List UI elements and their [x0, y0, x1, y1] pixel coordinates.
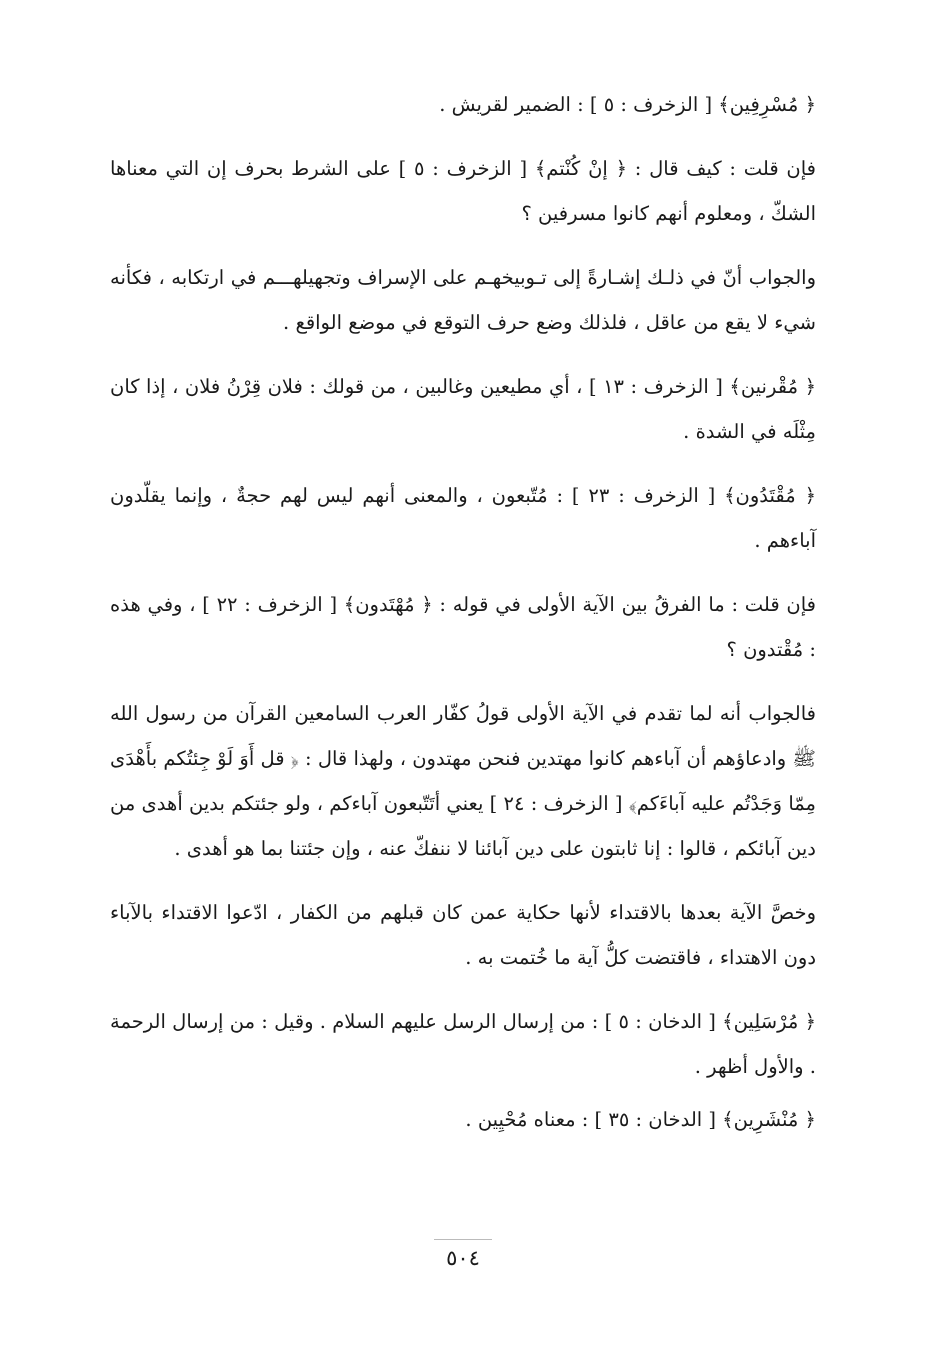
paragraph-4: ﴿ مُقْرنين﴾ [ الزخرف : ١٣ ] ، أي مطيعين وغالبين ، من قولك : فلان قِرْنُ فلان ، إذا كان مِثْلَه في الشدة .	[110, 375, 816, 443]
paragraph-8: وخصَّ الآية بعدها بالاقتداء لأنها حكاية عمن كان قبلهم من الكفار ، ادّعوا الاقتداء بالآباء دون الاهتداء ، فاقتضت كلُّ آية ما خُتمت به .	[110, 901, 816, 969]
page-body	[110, 82, 816, 1161]
page-number-text: ٥٠٤	[434, 1239, 492, 1270]
paragraph-2: فإن قلت : كيف قال : ﴿ إنْ كُنْتم﴾ [ الزخرف : ٥ ] على الشرط بحرف إن التي معناها الشكّ ، ومعلوم أنهم كانوا مسرفين ؟	[110, 157, 817, 225]
paragraph-1: ﴿ مُسْرِفِين﴾ [ الزخرف : ٥ ] : الضمير لقريش .	[439, 93, 816, 116]
paragraph-5: ﴿ مُقْتَدُون﴾ [ الزخرف : ٢٣ ] : مُتّبعون ، والمعنى أنهم ليس لهم حجةٌ ، وإنما يقلّدون آباءهم .	[110, 484, 817, 552]
paragraph-10: ﴿ مُنْشَرِين﴾ [ الدخان : ٣٥ ] : معناه مُحْيِين .	[465, 1108, 816, 1131]
paragraph-9: ﴿ مُرْسَلِين﴾ [ الدخان : ٥ ] : من إرسال الرسل عليهم السلام . وقيل : من إرسال الرحمة . والأول أظهر .	[110, 1010, 816, 1078]
paragraph-3: والجواب أنّ في ذلـك إشـارةً إلى تـوبيخهـم على الإسراف وتجهيلهـــم في ارتكابه ، فكأنه شيء لا يقع من عاقل ، فلذلك وضع حرف التوقع في موضع الواقع .	[110, 266, 816, 334]
page-number	[0, 1246, 926, 1270]
paragraph-7: فالجواب أنه لما تقدم في الآية الأولى قولُ كفّار العرب السامعين القرآن من رسول الله ﷺ وادعاؤهم أن آباءهم كانوا مهتدين فنحن مهتدون ، ولهذا قال : ﴿ قل أَوَ لَوْ جِئتُكم بأَهْدَى مِمّا وَجَدْتُم عليه آباءَكم﴾ [ الزخرف : ٢٤ ] يعني أتَتّبعون آباءكم ، ولو جئتكم بدين أهدى من دين آبائكم ، قالوا : إنا ثابتون على دين آبائنا لا ننفكّ عنه ، وإن جئتنا بما هو أهدى .	[110, 702, 816, 860]
paragraph-6: فإن قلت : ما الفرقُ بين الآية الأولى في قوله : ﴿ مُهْتَدون﴾ [ الزخرف : ٢٢ ] ، وفي هذه : مُقْتدون ؟	[110, 593, 816, 661]
